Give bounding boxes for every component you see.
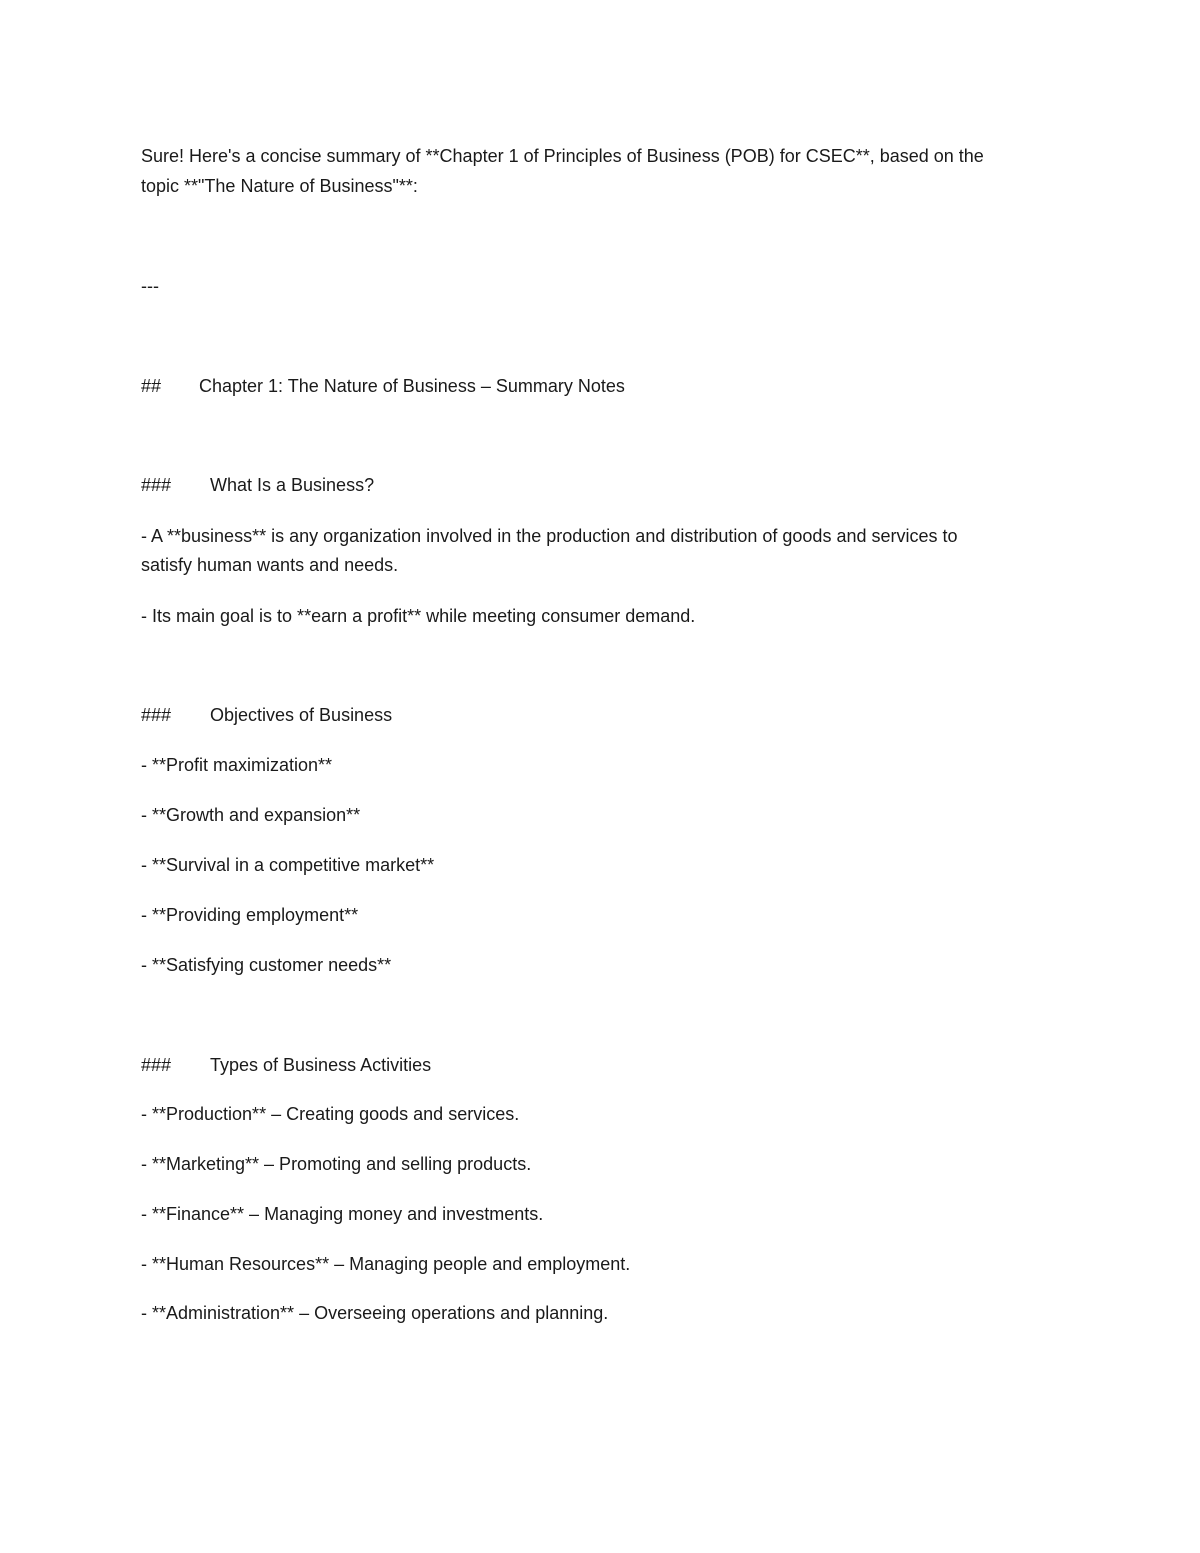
list-item: - A **business** is any organization involved in the production and distribution of goods and services to xyxy=(141,526,958,546)
heading-marker: ### xyxy=(141,705,172,725)
section-heading-what-is-business xyxy=(141,470,1071,500)
heading-marker: ### xyxy=(141,1055,172,1075)
heading-marker: ### xyxy=(141,475,172,495)
list-item: - **Human Resources** – Managing people and employment. xyxy=(141,1254,631,1274)
section-heading-text: Objectives of Business xyxy=(210,705,393,725)
horizontal-rule-text: --- xyxy=(141,276,159,296)
chapter-heading-text: Chapter 1: The Nature of Business – Summary Notes xyxy=(199,376,625,396)
list-item: - Its main goal is to **earn a profit** while meeting consumer demand. xyxy=(141,606,696,626)
intro-line-1: Sure! Here's a concise summary of **Chapter 1 of Principles of Business (POB) for CSEC**, based on the xyxy=(141,146,984,166)
list-item: - **Growth and expansion** xyxy=(141,805,361,825)
list-item-continuation: satisfy human wants and needs. xyxy=(141,555,399,575)
heading-marker: ## xyxy=(141,376,162,396)
list-item: - **Providing employment** xyxy=(141,905,359,925)
chapter-heading xyxy=(141,371,1071,401)
intro-line-2: topic **"The Nature of Business"**: xyxy=(141,176,418,196)
list-item: - **Marketing** – Promoting and selling products. xyxy=(141,1154,532,1174)
list-item: - **Finance** – Managing money and investments. xyxy=(141,1204,544,1224)
section-heading-objectives xyxy=(141,700,1071,730)
list-item: - **Survival in a competitive market** xyxy=(141,855,435,875)
section-heading-text: What Is a Business? xyxy=(210,475,375,495)
list-item: - **Profit maximization** xyxy=(141,755,333,775)
list-item: - **Satisfying customer needs** xyxy=(141,955,392,975)
section-heading-types xyxy=(141,1050,1071,1080)
list-item: - **Production** – Creating goods and services. xyxy=(141,1104,520,1124)
list-item: - **Administration** – Overseeing operations and planning. xyxy=(141,1303,609,1323)
section-heading-text: Types of Business Activities xyxy=(210,1055,432,1075)
